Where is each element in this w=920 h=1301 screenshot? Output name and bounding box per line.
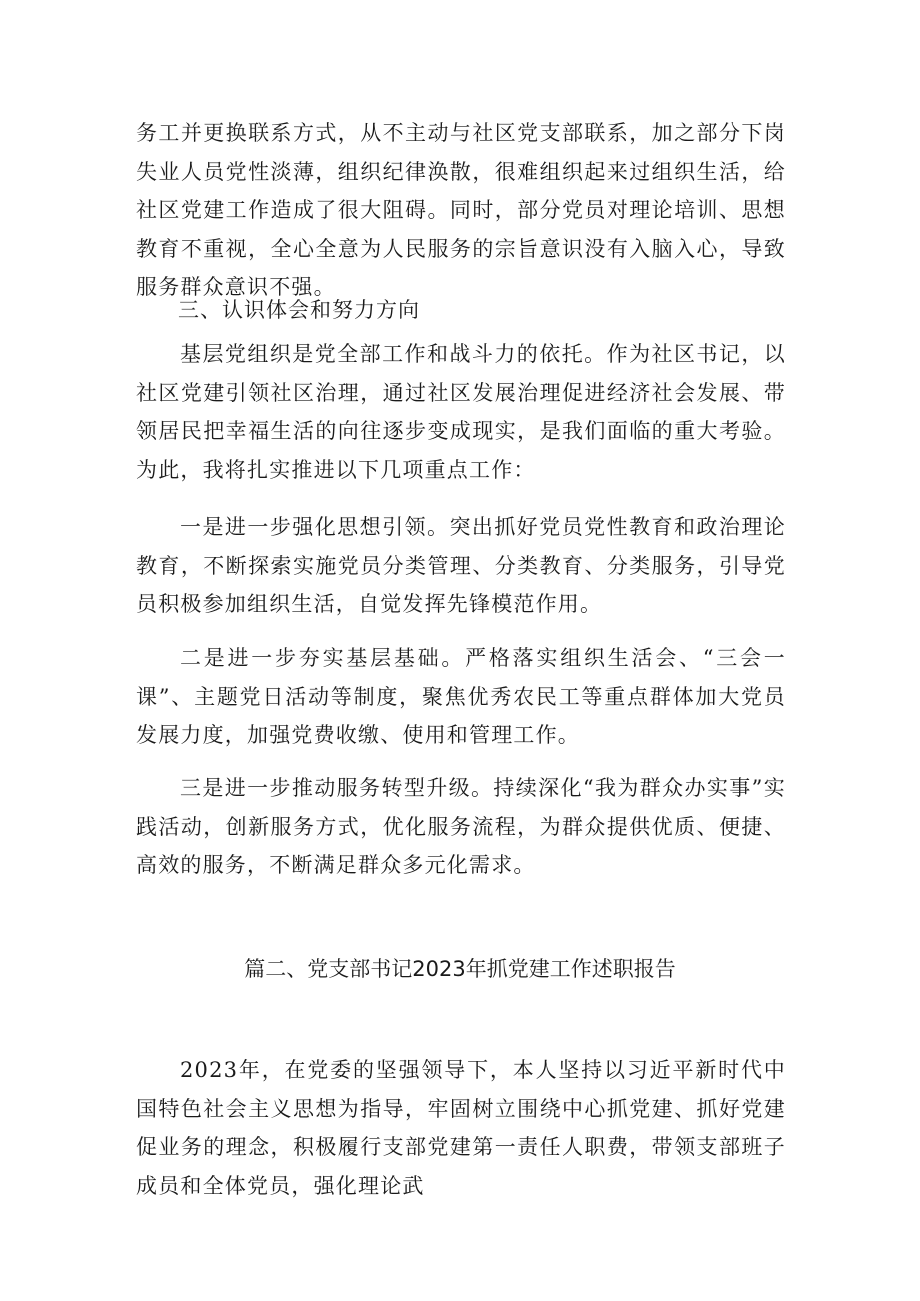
- paragraph-continuation: 务工并更换联系方式，从不主动与社区党支部联系，加之部分下岗失业人员党性淡薄，组织纪律涣散，很难组织起来过组织生活，给社区党建工作造成了很大阻碍。同时，部分党员对理论培训、思想教育不重视，全心全意为人民服务的宗旨意识没有入脑入心，导致服务群众意识不强。: [136, 121, 786, 299]
- article-title: 篇二、党支部书记2023年抓党建工作述职报告: [244, 957, 676, 981]
- paragraph-point-1: 一是进一步强化思想引领。突出抓好党员党性教育和政治理论教育，不断探索实施党员分类管理、分类教育、分类服务，引导党员积极参加组织生活，自觉发挥先锋模范作用。: [136, 515, 786, 616]
- paragraph-report-intro: 2023年，在党委的坚强领导下，本人坚持以习近平新时代中国特色社会主义思想为指导，牢固树立围绕中心抓党建、抓好党建促业务的理念，积极履行支部党建第一责任人职费，带领支部班子成员和全体党员，强化理论武: [136, 1058, 786, 1198]
- paragraph-intro: 基层党组织是党全部工作和战斗力的依托。作为社区书记，以社区党建引领社区治理，通过社区发展治理促进经济社会发展、带领居民把幸福生活的向往逐步变成现实，是我们面临的重大考验。为此，我将扎实推进以下几项重点工作：: [136, 342, 786, 482]
- section-heading-3: 三、认识体会和努力方向: [178, 298, 420, 322]
- paragraph-point-3: 三是进一步推动服务转型升级。持续深化“我为群众办实事”实践活动，创新服务方式，优化服务流程，为群众提供优质、便捷、高效的服务，不断满足群众多元化需求。: [136, 776, 786, 877]
- paragraph-point-2: 二是进一步夯实基层基础。严格落实组织生活会、“三会一课”、主题党日活动等制度，聚焦优秀农民工等重点群体加大党员发展力度，加强党费收缴、使用和管理工作。: [136, 646, 786, 747]
